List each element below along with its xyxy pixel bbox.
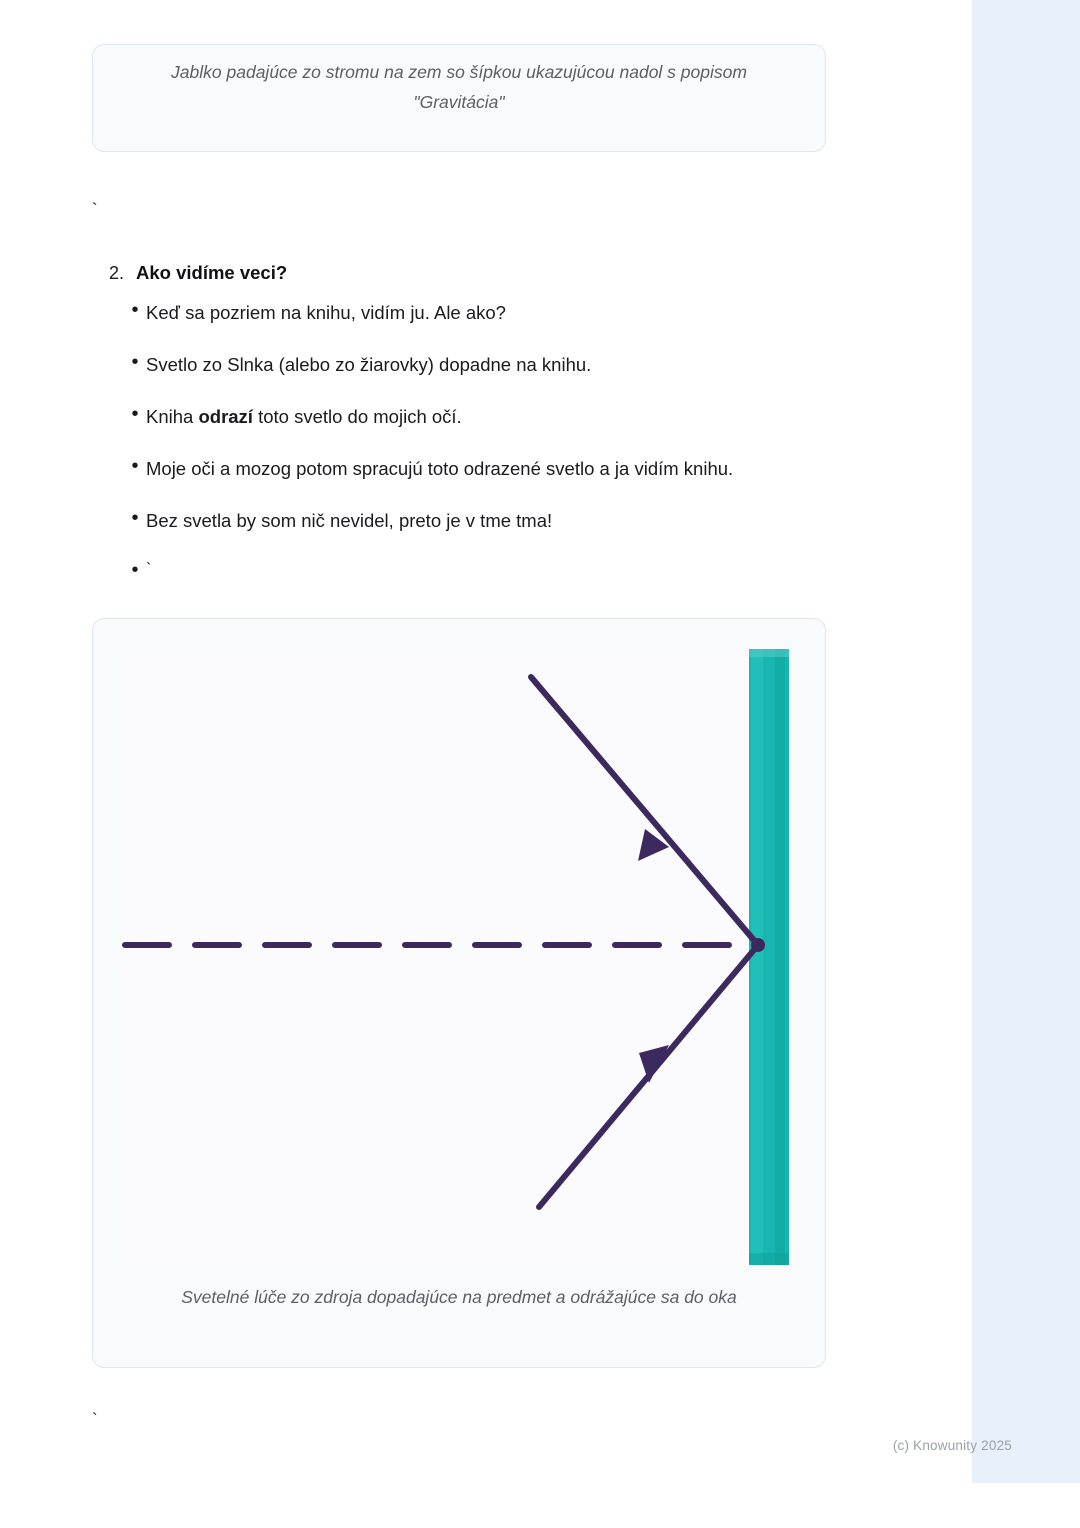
page-edge-inner <box>969 0 1080 1483</box>
list-item-text <box>146 400 462 434</box>
list-item <box>124 348 824 382</box>
list-item <box>124 556 824 584</box>
bullet-dot-icon: • <box>131 351 139 373</box>
section-title: Ako vidíme veci? <box>136 262 288 283</box>
list-item-text-after: toto svetlo do mojich očí. <box>252 406 462 427</box>
figure-caption: Svetelné lúče zo zdroja dopadajúce na predmet a odrážajúce sa do oka <box>181 1287 737 1307</box>
section-heading <box>92 262 832 284</box>
list-item <box>124 400 824 434</box>
stray-backtick-bottom: ` <box>92 1410 98 1429</box>
copyright-text: (c) Knowunity 2025 <box>892 1438 1012 1453</box>
list-item-text: Bez svetla by som nič nevidel, preto je v tme tma! <box>146 510 553 531</box>
mirror-surface-icon <box>749 649 789 1265</box>
stray-backtick-top: ` <box>92 200 98 219</box>
bullet-list <box>124 296 824 602</box>
reflection-diagram-image <box>121 647 793 1267</box>
bullet-dot-icon: • <box>131 299 139 321</box>
list-item <box>124 452 824 486</box>
section-number: 2. <box>108 263 124 283</box>
list-item-text: Keď sa pozriem na knihu, vidím ju. Ale ako? <box>146 302 506 323</box>
reflection-diagram-svg <box>121 647 793 1267</box>
list-item-text-before: Kniha <box>146 406 199 427</box>
list-item-text: ` <box>146 561 152 578</box>
bullet-dot-icon: • <box>131 403 139 425</box>
bullet-dot-icon: • <box>131 455 139 477</box>
list-item <box>124 296 824 330</box>
top-caption-text: Jablko padajúce zo stromu na zem so šípkou ukazujúcou nadol s popisom "Gravitácia" <box>171 62 747 112</box>
top-caption-card <box>92 44 826 152</box>
bullet-dot-icon: • <box>131 507 139 529</box>
list-item-text: Moje oči a mozog potom spracujú toto odrazené svetlo a ja vidím knihu. <box>146 458 734 479</box>
list-item-text-bold: odrazí <box>198 406 253 427</box>
list-item <box>124 504 824 538</box>
contact-point-icon <box>751 938 765 952</box>
page-edge-strip <box>970 0 1080 1483</box>
bullet-dot-icon: • <box>131 559 139 581</box>
list-item-text: Svetlo zo Slnka (alebo zo žiarovky) dopadne na knihu. <box>146 354 592 375</box>
figure-card <box>92 618 826 1368</box>
